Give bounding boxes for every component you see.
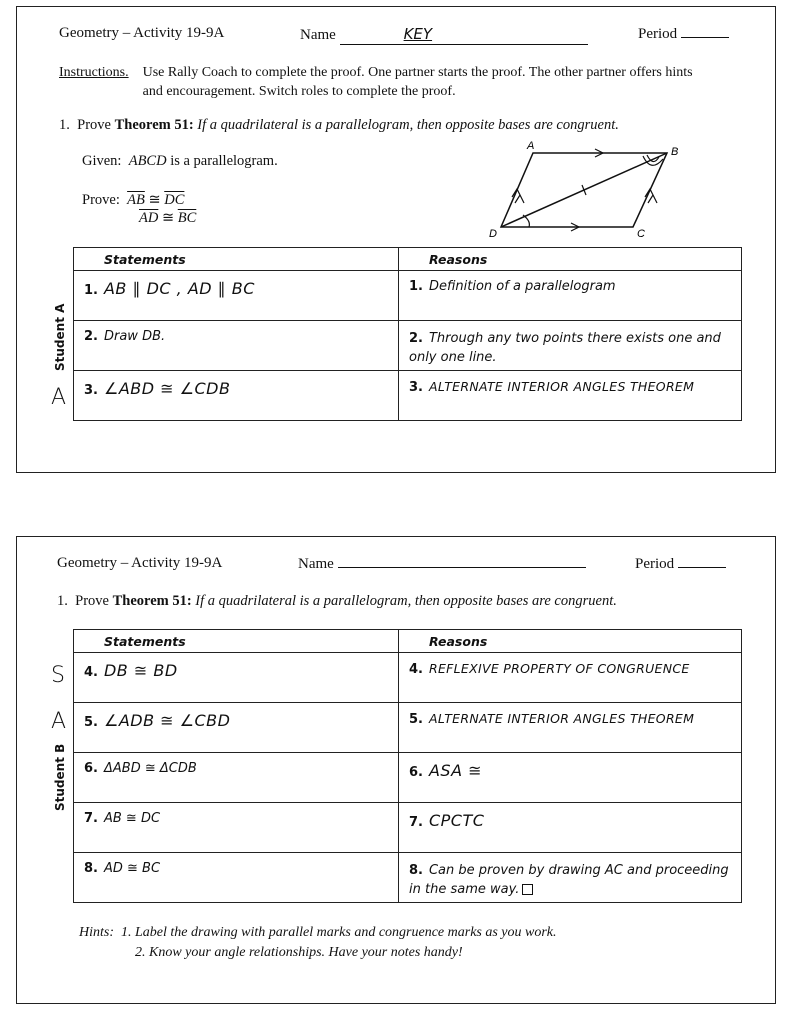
- statement-text: ΔABD ≅ ΔCDB: [103, 761, 197, 776]
- statement-text: ∠ADB ≅ ∠CBD: [103, 711, 231, 730]
- given-line: [82, 153, 278, 170]
- statement-number: 3.: [84, 383, 98, 398]
- worksheet-card-student-b: [16, 536, 776, 1004]
- statements-header: Statements: [74, 248, 399, 271]
- instructions: [59, 63, 739, 101]
- statement-text: Draw DB.: [103, 329, 166, 344]
- table-header-row: [74, 248, 742, 271]
- reasons-header: Reasons: [399, 630, 742, 653]
- qed-box: [522, 884, 533, 895]
- statements-header: Statements: [74, 630, 399, 653]
- problem-statement: [57, 593, 617, 610]
- proof-table-b: [73, 629, 742, 903]
- problem-prefix: Prove: [77, 117, 111, 133]
- prove-block: Prove: $\overline{AB}$ ≅ $\overline{DC}$ $\overline{AD}$ ≅ $\overline{BC}$: [82, 192, 197, 226]
- vertex-a: A: [527, 140, 535, 152]
- student-a-margin-note: A: [51, 385, 67, 410]
- statement-number: 8.: [84, 861, 98, 876]
- name-blank: [340, 25, 588, 45]
- hints-label: Hints:: [79, 925, 114, 940]
- given-text: is a parallelogram.: [170, 153, 278, 169]
- reason-text: Definition of a parallelogram: [428, 279, 616, 294]
- theorem-label: Theorem 51:: [114, 117, 194, 133]
- instructions-text: Use Rally Coach to complete the proof. One partner starts the proof. The other partner offers hints and encouragement. Switch roles to complete the proof.: [142, 65, 693, 99]
- hint-2: 2. Know your angle relationships. Have your notes handy!: [135, 945, 463, 960]
- prove-1-right: $\overline{DC}$: [164, 192, 185, 208]
- statement-text: DB ≅ BD: [103, 661, 178, 680]
- period-label: Period: [638, 26, 678, 42]
- reason-number: 5.: [409, 712, 423, 727]
- reason-text: CPCTC: [428, 811, 485, 830]
- period-blank: [678, 555, 726, 568]
- statement-number: 7.: [84, 811, 98, 826]
- name-blank: [338, 555, 586, 568]
- problem-number: 1.: [59, 117, 70, 133]
- problem-statement: [59, 117, 619, 134]
- reason-number: 8.: [409, 863, 423, 878]
- name-label: Name: [300, 27, 336, 43]
- course-title: Geometry – Activity 19-9A: [59, 25, 225, 41]
- reason-text: ALTERNATE INTERIOR ANGLES THEOREM: [428, 379, 695, 394]
- statement-text: AB ≅ DC: [103, 811, 161, 826]
- table-row: [74, 853, 742, 903]
- statement-text: AD ≅ BC: [103, 861, 161, 876]
- statement-number: 1.: [84, 283, 98, 298]
- worksheet-card-student-a: [16, 6, 776, 473]
- statement-number: 6.: [84, 761, 98, 776]
- period-label: Period: [635, 556, 675, 572]
- table-row: [74, 271, 742, 321]
- reason-number: 7.: [409, 815, 423, 830]
- student-b-label: Student B: [53, 743, 67, 811]
- prove-label: Prove:: [82, 192, 120, 208]
- student-b-margin-note-1: S: [51, 663, 65, 688]
- name-value: KEY: [403, 25, 433, 43]
- parallelogram-diagram: [487, 137, 687, 237]
- reason-number: 3.: [409, 380, 423, 395]
- student-a-label: Student A: [53, 303, 67, 371]
- problem-number: 1.: [57, 593, 68, 609]
- given-figure: ABCD: [128, 153, 167, 169]
- statement-text: AB ∥ DC , AD ∥ BC: [103, 279, 255, 298]
- vertex-d: D: [489, 228, 497, 237]
- table-row: [74, 803, 742, 853]
- statement-number: 5.: [84, 715, 98, 730]
- name-field: [300, 25, 588, 45]
- vertex-b: B: [671, 146, 679, 158]
- period-field: [635, 555, 726, 573]
- reason-number: 2.: [409, 331, 423, 346]
- reason-text: ALTERNATE INTERIOR ANGLES THEOREM: [428, 711, 695, 726]
- table-row: [74, 371, 742, 421]
- course-title: Geometry – Activity 19-9A: [57, 555, 223, 571]
- period-blank: [681, 25, 729, 38]
- statement-text: ∠ABD ≅ ∠CDB: [103, 379, 231, 398]
- hint-1: 1. Label the drawing with parallel marks and congruence marks as you work.: [121, 925, 557, 940]
- problem-prefix: Prove: [75, 593, 109, 609]
- reason-number: 6.: [409, 765, 423, 780]
- student-b-margin-note-2: A: [51, 709, 67, 734]
- reason-text: ASA ≅: [428, 761, 483, 780]
- table-row: [74, 753, 742, 803]
- name-label: Name: [298, 556, 334, 572]
- prove-1-left: $\overline{AB}$: [127, 192, 145, 208]
- prove-2-left: $\overline{AD}$: [139, 210, 159, 226]
- table-row: [74, 653, 742, 703]
- table-row: [74, 703, 742, 753]
- table-row: [74, 321, 742, 371]
- reason-text: Can be proven by drawing AC and proceeding in the same way.: [409, 863, 729, 897]
- table-header-row: [74, 630, 742, 653]
- reason-text: REFLEXIVE PROPERTY OF CONGRUENCE: [428, 661, 690, 676]
- theorem-label: Theorem 51:: [112, 593, 192, 609]
- hints-block: [79, 923, 557, 963]
- given-label: Given:: [82, 153, 122, 169]
- reason-number: 1.: [409, 279, 423, 294]
- theorem-text: If a quadrilateral is a parallelogram, then opposite bases are congruent.: [195, 593, 617, 609]
- reasons-header: Reasons: [399, 248, 742, 271]
- proof-table-a: [73, 247, 742, 421]
- instructions-label: Instructions.: [59, 65, 129, 80]
- statement-number: 2.: [84, 329, 98, 344]
- prove-2-right: $\overline{BC}$: [177, 210, 197, 226]
- vertex-c: C: [637, 228, 645, 237]
- period-field: [638, 25, 729, 43]
- statement-number: 4.: [84, 665, 98, 680]
- reason-text: Through any two points there exists one and only one line.: [409, 331, 721, 365]
- reason-number: 4.: [409, 662, 423, 677]
- name-field: [298, 555, 586, 573]
- theorem-text: If a quadrilateral is a parallelogram, then opposite bases are congruent.: [197, 117, 619, 133]
